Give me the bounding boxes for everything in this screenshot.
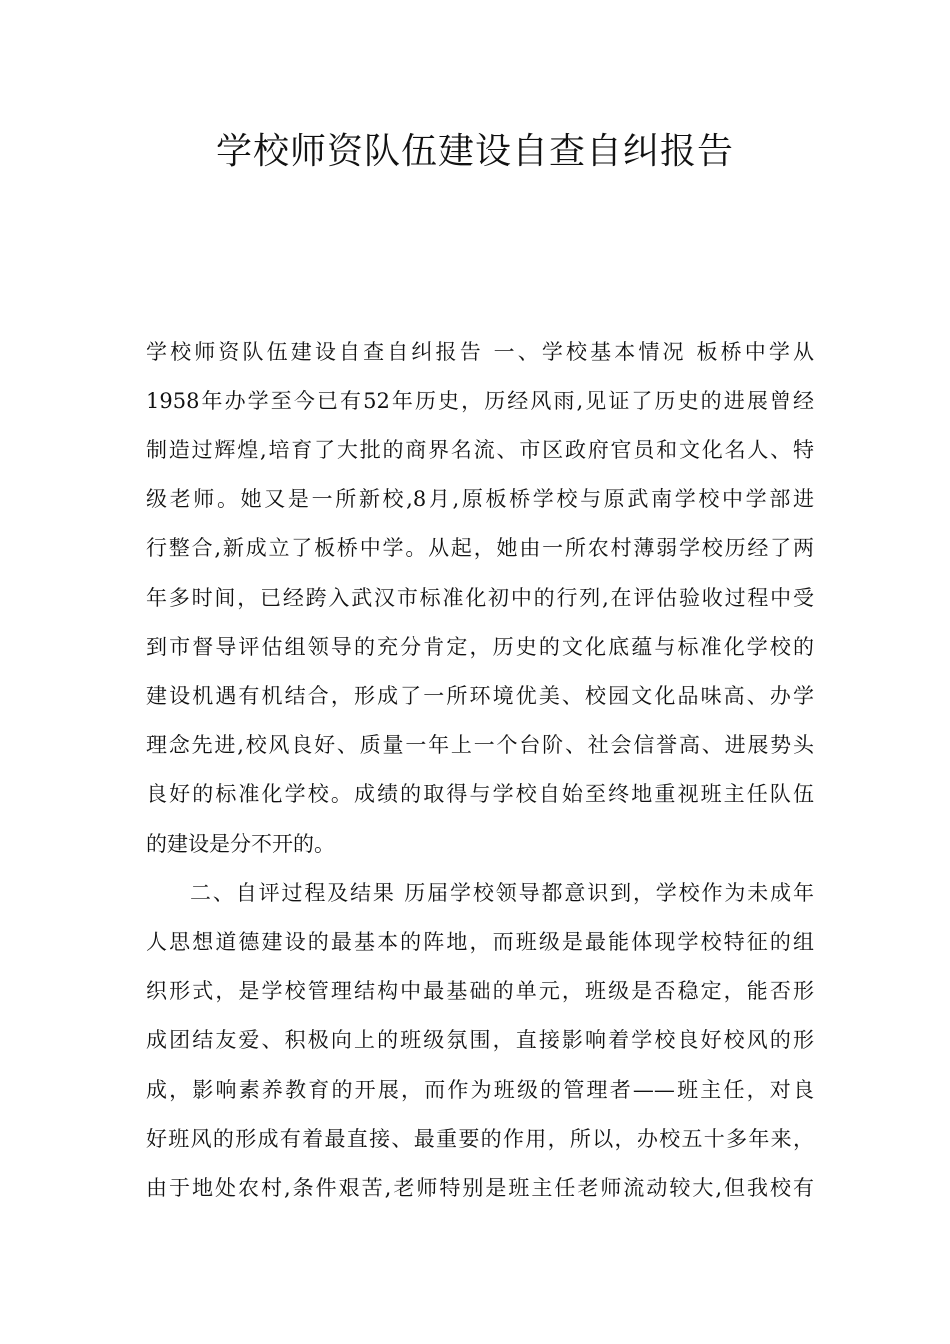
body-line: 1958年办学至今已有52年历史，历经风雨,见证了历史的进展曾经 (146, 389, 814, 413)
body-line: 成团结友爱、积极向上的班级氛围，直接影响着学校良好校风的形 (146, 1028, 814, 1052)
body-line: 制造过辉煌,培育了大批的商界名流、市区政府官员和文化名人、特 (146, 438, 814, 462)
body-line: 到市督导评估组领导的充分肯定，历史的文化底蕴与标准化学校的 (146, 635, 814, 659)
body-line: 人思想道德建设的最基本的阵地，而班级是最能体现学校特征的组 (146, 930, 814, 954)
body-line: 建设机遇有机结合，形成了一所环境优美、校园文化品味高、办学 (146, 684, 814, 708)
document-title: 学校师资队伍建设自查自纠报告 (215, 131, 734, 172)
body-line: 二、自评过程及结果 历届学校领导都意识到，学校作为未成年 (190, 881, 814, 905)
body-line: 好班风的形成有着最直接、最重要的作用，所以，办校五十多年来， (146, 1127, 814, 1151)
body-line: 学校师资队伍建设自查自纠报告 一、学校基本情况 板桥中学从 (146, 340, 814, 364)
body-line: 织形式，是学校管理结构中最基础的单元，班级是否稳定，能否形 (146, 979, 814, 1003)
body-line: 成，影响素养教育的开展，而作为班级的管理者——班主任，对良 (146, 1078, 814, 1102)
body-line: 由于地处农村,条件艰苦,老师特别是班主任老师流动较大,但我校有 (146, 1176, 814, 1200)
body-line: 的建设是分不开的。 (146, 832, 335, 856)
body-line: 年多时间，已经跨入武汉市标准化初中的行列,在评估验收过程中受 (146, 586, 814, 610)
body-line: 理念先进,校风良好、质量一年上一个台阶、社会信誉高、进展势头 (146, 733, 814, 757)
body-line: 行整合,新成立了板桥中学。从起，她由一所农村薄弱学校历经了两 (146, 536, 814, 560)
body-line: 良好的标准化学校。成绩的取得与学校自始至终地重视班主任队伍 (146, 782, 814, 806)
body-line: 级老师。她又是一所新校,8月,原板桥学校与原武南学校中学部进 (146, 487, 814, 511)
